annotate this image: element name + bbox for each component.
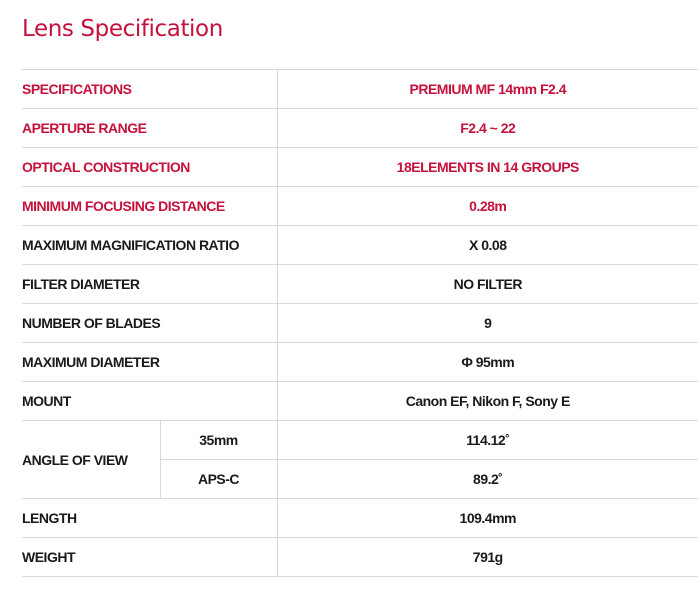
row-label-mount: MOUNT	[22, 382, 277, 421]
row-value-angle-aps-c: 89.2˚	[277, 460, 698, 499]
table-row	[22, 148, 698, 187]
row-value-specifications: PREMIUM MF 14mm F2.4	[277, 70, 698, 109]
row-sublabel-35mm: 35mm	[160, 421, 277, 460]
table-row	[22, 343, 698, 382]
row-value-length: 109.4mm	[277, 499, 698, 538]
row-label-minimum-focusing-distance: MINIMUM FOCUSING DISTANCE	[22, 187, 277, 226]
row-label-length: LENGTH	[22, 499, 277, 538]
row-value-filter-diameter: NO FILTER	[277, 265, 698, 304]
row-sublabel-aps-c: APS-C	[160, 460, 277, 499]
table-row	[22, 187, 698, 226]
row-value-number-of-blades: 9	[277, 304, 698, 343]
row-value-angle-35mm: 114.12˚	[277, 421, 698, 460]
table-row	[22, 109, 698, 148]
row-label-number-of-blades: NUMBER OF BLADES	[22, 304, 277, 343]
row-value-maximum-diameter: Φ 95mm	[277, 343, 698, 382]
row-label-specifications: SPECIFICATIONS	[22, 70, 277, 109]
row-value-weight: 791g	[277, 538, 698, 577]
row-value-aperture-range: F2.4 ~ 22	[277, 109, 698, 148]
table-row	[22, 499, 698, 538]
table-row	[22, 538, 698, 577]
row-value-minimum-focusing-distance: 0.28m	[277, 187, 698, 226]
row-value-optical-construction: 18ELEMENTS IN 14 GROUPS	[277, 148, 698, 187]
row-label-maximum-magnification-ratio: MAXIMUM MAGNIFICATION RATIO	[22, 226, 277, 265]
table-row	[22, 421, 698, 460]
row-label-angle-of-view: ANGLE OF VIEW	[22, 421, 160, 499]
table-row	[22, 265, 698, 304]
table-row	[22, 304, 698, 343]
table-row	[22, 70, 698, 109]
table-row	[22, 382, 698, 421]
table-row	[22, 226, 698, 265]
row-label-aperture-range: APERTURE RANGE	[22, 109, 277, 148]
row-label-optical-construction: OPTICAL CONSTRUCTION	[22, 148, 277, 187]
row-value-maximum-magnification-ratio: X 0.08	[277, 226, 698, 265]
page-title: Lens Specification	[22, 16, 223, 42]
row-value-mount: Canon EF, Nikon F, Sony E	[277, 382, 698, 421]
spec-table	[22, 69, 698, 577]
row-label-filter-diameter: FILTER DIAMETER	[22, 265, 277, 304]
row-label-weight: WEIGHT	[22, 538, 277, 577]
row-label-maximum-diameter: MAXIMUM DIAMETER	[22, 343, 277, 382]
